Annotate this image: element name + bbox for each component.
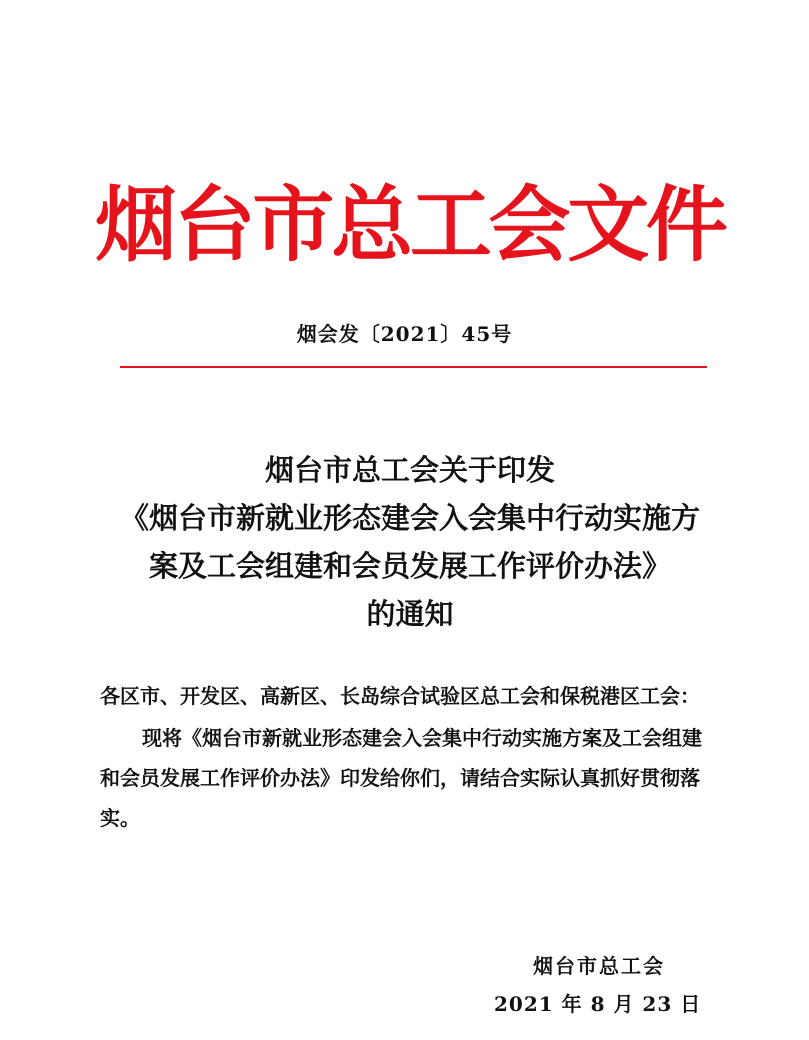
masthead-char: 台 <box>173 177 256 273</box>
masthead-char: 件 <box>645 177 728 273</box>
masthead-char: 总 <box>331 177 414 273</box>
document-body <box>100 676 720 838</box>
masthead-char: 会 <box>488 177 571 273</box>
masthead-char: 市 <box>252 177 335 273</box>
red-divider-line <box>120 366 707 368</box>
addressee: 各区市、开发区、高新区、长岛综合试验区总工会和保税港区工会： <box>100 684 700 708</box>
signing-organization: 烟台市总工会 <box>533 954 665 978</box>
signing-date: 2021 年 8 月 23 日 <box>494 992 702 1016</box>
document-number: 烟会发〔2021〕45号 <box>296 322 513 346</box>
title-line: 案及工会组建和会员发展工作评价办法》 <box>148 549 671 583</box>
title-line: 的通知 <box>366 597 454 631</box>
masthead-char: 文 <box>567 177 650 273</box>
body-paragraph: 现将《烟台市新就业形态建会入会集中行动实施方案及工会组建和会员发展工作评价办法》印发给你们，请结合实际认真抓好贯彻落实。 <box>100 726 702 830</box>
masthead-char: 工 <box>409 177 492 273</box>
title-line: 烟台市总工会关于印发 <box>264 453 555 487</box>
masthead-char: 烟 <box>95 177 178 273</box>
document-title <box>100 446 720 638</box>
title-line: 《烟台市新就业形态建会入会集中行动实施方 <box>119 501 700 535</box>
masthead-title <box>95 170 728 280</box>
